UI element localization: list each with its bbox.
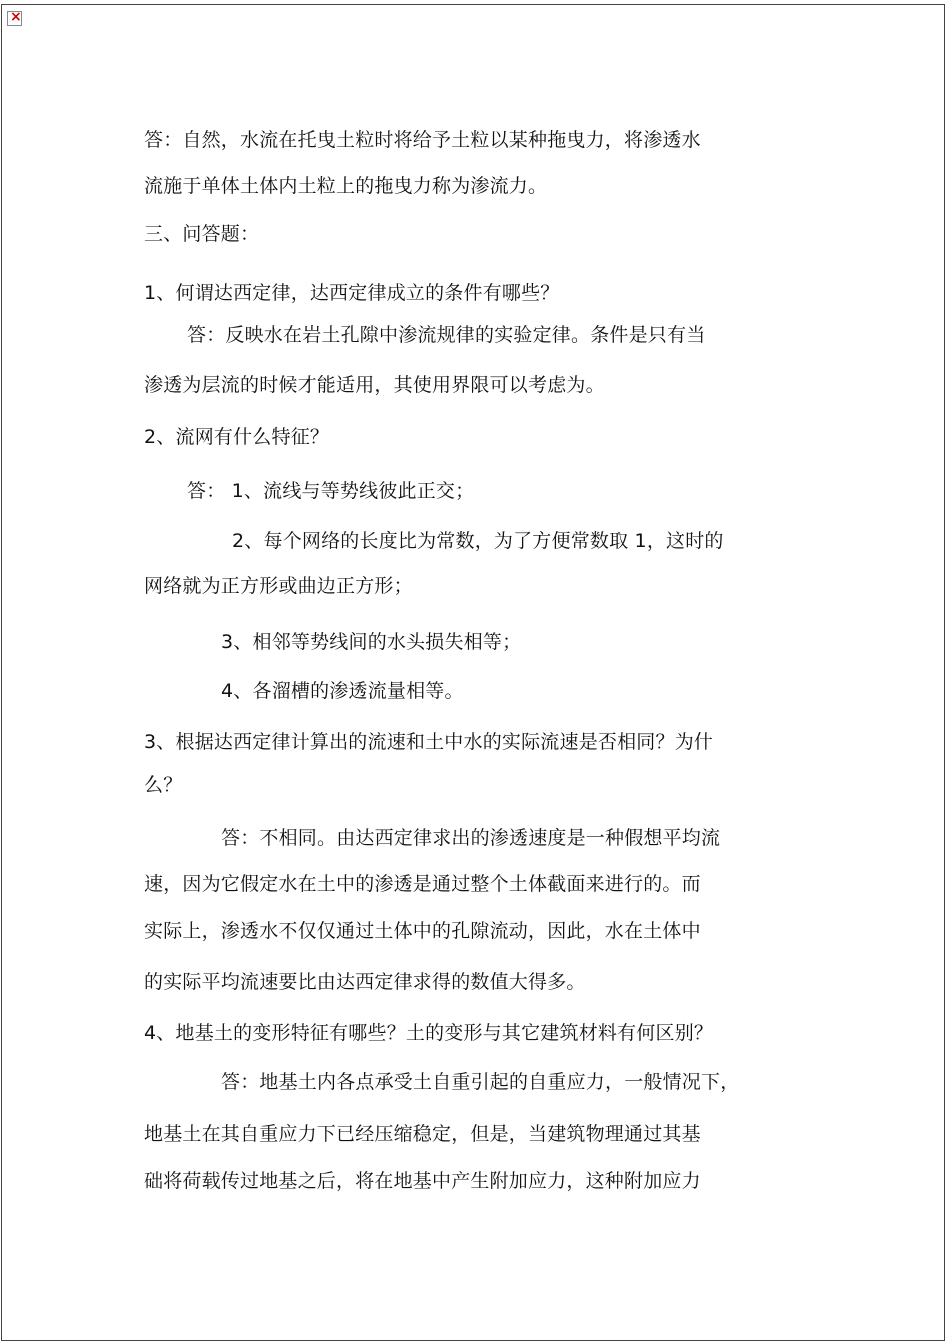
answer-2-item-2-cont: 网络就为正方形或曲边正方形； bbox=[144, 575, 413, 597]
answer-3-line-3: 实际上，渗透水不仅仅通过土体中的孔隙流动，因此，水在土体中 bbox=[144, 920, 701, 942]
question-1: 1、何谓达西定律，达西定律成立的条件有哪些？ bbox=[144, 282, 560, 304]
answer-2-item-2: 2、每个网络的长度比为常数，为了方便常数取 1，这时的 bbox=[232, 530, 724, 552]
text-line: 流施于单体土体内土粒上的拖曳力称为渗流力。 bbox=[144, 175, 548, 197]
question-3-cont: 么？ bbox=[144, 774, 183, 796]
answer-1-line-2: 渗透为层流的时候才能适用，其使用界限可以考虑为。 bbox=[144, 374, 605, 396]
answer-2-item-1: 答： 1、流线与等势线彼此正交； bbox=[187, 480, 475, 502]
answer-4-line-1: 答：地基土内各点承受土自重引起的自重应力，一般情况下， bbox=[221, 1071, 740, 1093]
answer-3-line-4: 的实际平均流速要比由达西定律求得的数值大得多。 bbox=[144, 971, 586, 993]
text-line: 答：自然，水流在托曳土粒时将给予土粒以某种拖曳力，将渗透水 bbox=[144, 129, 701, 151]
answer-4-line-2: 地基土在其自重应力下已经压缩稳定，但是，当建筑物理通过其基 bbox=[144, 1123, 701, 1145]
answer-3-line-1: 答：不相同。由达西定律求出的渗透速度是一种假想平均流 bbox=[221, 827, 721, 849]
answer-4-line-3: 础将荷载传过地基之后，将在地基中产生附加应力，这种附加应力 bbox=[144, 1170, 701, 1192]
answer-3-line-2: 速，因为它假定水在土中的渗透是通过整个土体截面来进行的。而 bbox=[144, 873, 701, 895]
broken-image-icon bbox=[7, 11, 22, 26]
section-heading: 三、问答题： bbox=[144, 223, 260, 245]
answer-1-line-1: 答：反映水在岩土孔隙中渗流规律的实验定律。条件是只有当 bbox=[187, 324, 706, 346]
question-4: 4、地基土的变形特征有哪些？土的变形与其它建筑材料有何区别？ bbox=[144, 1022, 714, 1044]
answer-2-item-3: 3、相邻等势线间的水头损失相等； bbox=[221, 631, 522, 653]
question-2: 2、流网有什么特征？ bbox=[144, 426, 330, 448]
question-3: 3、根据达西定律计算出的流速和土中水的实际流速是否相同？为什 bbox=[144, 731, 714, 753]
answer-2-item-4: 4、各溜槽的渗透流量相等。 bbox=[221, 680, 464, 702]
